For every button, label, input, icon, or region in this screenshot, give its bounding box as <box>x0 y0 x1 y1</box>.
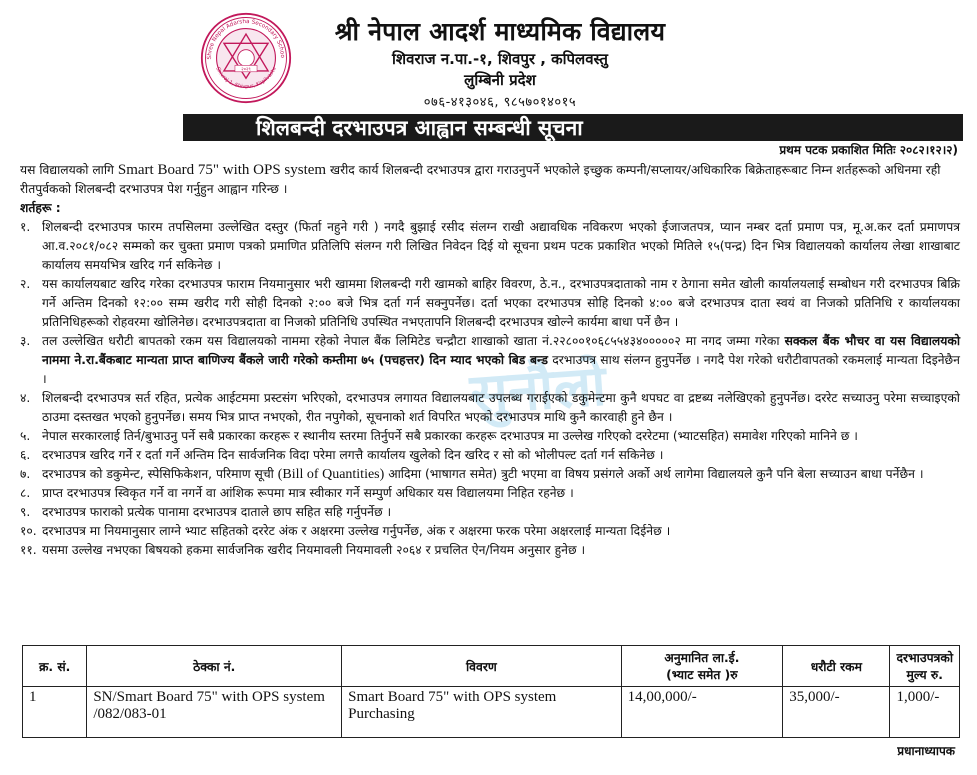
header-estimate-line1: अनुमानित ला.ई. <box>664 651 740 665</box>
term-text: यस कार्यालयबाट खरिद गरेका दरभाउपत्र फाराम नियमानुसार भरी खाममा शिलबन्दी गरी खामको बाहिर विवरण, ठे.न., दरभाउपत्रदाताको नाम र ठेगाना समेत खोली कार्यालयलाई सम्बोधन गरी दरभाउपत्र बिक्रि गर्ने अन्तिम दिनको १२:०० सम्म खरीद गरी सोही दिनको २:०० बजे भित्र दर्ता गर्न सक्नुपर्नेछ। दर्ता भएका दरभाउपत्र सोहि दिनको ४:०० बजे दरभाउपत्र दाता स्वयं वा निजको प्रतिनिधि र कार्यालयका प्रतिनिधिहरूको रोहवरमा खोलिनेछ। दरभाउपत्रदाता वा निजको प्रतिनिधि उपस्थित नभएतापनि शिलबन्दी दरभाउपत्र खोल्ने कार्यमा बाधा पर्ने छैन । <box>42 277 960 329</box>
header-estimate <box>621 646 783 687</box>
cell-estimate: 14,00,000/- <box>621 687 783 738</box>
term-item <box>20 427 960 446</box>
notice-body <box>20 161 960 560</box>
term-number: १. <box>20 220 31 234</box>
term-number: ५. <box>20 429 31 443</box>
intro-text-2: खरीद कार्य शिलबन्दी दरभाउपत्र द्वारा गराउनुपर्ने भएकोले इच्छुक कम्पनी/सप्लायर/अधिकारिक बिक्रेताहरूबाट निम्न शर्तहरूको अधिनमा रही रीतपुर्वकको शिलबन्दी दरभाउपत्र पेश गर्नुहुन आह्वान गरिन्छ । <box>20 163 941 196</box>
term-item <box>20 332 960 389</box>
cell-sn: 1 <box>23 687 87 738</box>
header-contract: ठेक्का नं. <box>87 646 342 687</box>
term-text-part: दरभाउपत्र को डकुमेन्ट, स्पेसिफिकेशन, परिमाण सूची <box>42 467 274 481</box>
term-item <box>20 446 960 465</box>
term-item <box>20 389 960 427</box>
term-text: नेपाल सरकारलाई तिर्न/बुभाउनु पर्ने सबै प्रकारका करहरू र स्थानीय स्तरमा तिर्नुपर्ने सबै प्रकारका करहरू दरभाउपत्र मा उल्लेख गरिएको दररेटमा (भ्याटसहित) समावेश गरिएको मानिने छ । <box>42 429 858 443</box>
term-text: दरभाउपत्र मा नियमानुसार लाग्ने भ्याट सहितको दररेट अंक र अक्षरमा उल्लेख गर्नुपर्नेछ, अंक र अक्षरमा फरक परेमा अक्षरलाई मान्यता दिईनेछ । <box>42 524 671 538</box>
term-number: ४. <box>20 391 31 405</box>
header-deposit: धरौटी रकम <box>783 646 890 687</box>
school-name: श्री नेपाल आदर्श माध्यमिक विद्यालय <box>334 17 666 46</box>
terms-heading: शर्तहरू : <box>20 201 61 215</box>
intro-text-1: यस विद्यालयको लागि <box>20 163 114 177</box>
term-text-part: तल उल्लेखित धरौटी बापतको रकम यस विद्यालयको नाममा रहेको नेपाल बैंक लिमिटेड चन्द्रौटा शाखाको खाता नं.२२८००१०६८५५४३४०००००२ मा नगद जम्मा गरेका <box>42 334 780 348</box>
term-text: दरभाउपत्र खरिद गर्ने र दर्ता गर्ने अन्तिम दिन सार्वजनिक विदा परेमा लगत्तै कार्यालय खुलेको दिन खरिद र सो को भोलीपल्ट दर्ता गर्न सकिनेछ । <box>42 448 664 462</box>
term-item <box>20 275 960 332</box>
notice-title: शिलबन्दी दरभाउपत्र आह्वान सम्बन्धी सूचना <box>256 115 583 140</box>
seal-outer-text: Shree Nepal Adarsha Secondary Schoo <box>207 18 285 60</box>
header-price-line2: मुल्य रु. <box>906 668 943 682</box>
term-text: यसमा उल्लेख नभएका बिषयको हकमा सार्वजनिक खरीद नियमावली नियमावली २०६४ र प्रचलित ऐन/नियम अनुसार हुनेछ । <box>42 543 586 557</box>
seal-year: २०२९ <box>241 67 251 73</box>
term-text: प्राप्त दरभाउपत्र स्विकृत गर्ने वा नगर्ने वा आंशिक रूपमा मात्र स्वीकार गर्ने सम्पुर्ण अधिकार यस विद्यालयमा निहित रहनेछ । <box>42 486 574 500</box>
header-description: विवरण <box>342 646 621 687</box>
term-number: १०. <box>20 524 37 538</box>
tender-table <box>22 645 960 738</box>
term-number: ६. <box>20 448 31 462</box>
term-item <box>20 503 960 522</box>
header-price-line1: दरभाउपत्रको <box>896 651 953 665</box>
header-price <box>890 646 960 687</box>
term-text-part: आदिमा (भाषागत समेत) त्रुटी भएमा वा विषय प्रसंगले अर्को अर्थ लागेमा विद्यालयले कुनै पनि बेला सच्याउन बाधा पर्नेछैन । <box>388 467 924 481</box>
watermark: सुनौलो <box>468 353 609 428</box>
term-text <box>42 332 960 389</box>
seal-bottom-text: Shivraj-1, Shivpur, Kapilvastu <box>214 66 278 91</box>
cell-contract: SN/Smart Board 75" with OPS system /082/083-01 <box>87 687 342 738</box>
header-sn: क्र. सं. <box>23 646 87 687</box>
signature-label: प्रधानाध्यापक <box>897 744 955 758</box>
term-text <box>42 465 960 484</box>
notice-title-banner <box>183 114 963 141</box>
term-item <box>20 522 960 541</box>
header-estimate-line2: (भ्याट समेत )रु <box>666 668 738 682</box>
term-text: शिलबन्दी दरभाउपत्र फारम तपसिलमा उल्लेखित दस्तुर (फिर्ता नहुने गरी ) नगदै बुझाई रसीद संलग्न राखी अद्यावधिक नविकरण भएको ईजाजतपत्र, प्यान नम्बर दर्ता प्रमाण पत्र, मू.अ.कर दर्ता प्रमाणपत्र आ.व.२०८१/०८२ सम्मको कर चुक्ता प्रमाण पत्रको प्रमाणित प्रतिलिपि संलग्न गरी लिखित निवेदन दिई यो सूचना प्रथम पटक प्रकाशित भएको मितिले १५(पन्द्र) दिन भित्र विद्यालयको कार्यालय लेखा शाखाबाट कार्यालय समयभित्र खरिद गर्न सकिनेछ । <box>42 220 960 272</box>
intro-paragraph <box>20 161 960 199</box>
cell-description: Smart Board 75" with OPS system Purchasing <box>342 687 621 738</box>
school-province: लुम्बिनी प्रदेश <box>464 71 536 89</box>
cell-deposit: 35,000/- <box>783 687 890 738</box>
term-number: ३. <box>20 334 31 348</box>
term-text-bold: सक्कल बैंक भौचर वा यस विद्यालयको नाममा ने.रा.बैंकबाट मान्यता प्राप्त बाणिज्य बैंकले जारी गरेको कम्तीमा ७५ (पचहत्तर) दिन म्याद भएको बिड बन्ड <box>42 334 961 367</box>
term-text: दरभाउपत्र फाराको प्रत्येक पानामा दरभाउपत्र दाताले छाप सहित सहि गर्नुपर्नेछ । <box>42 505 392 519</box>
term-number: २. <box>20 277 31 291</box>
cell-price: 1,000/- <box>890 687 960 738</box>
term-item <box>20 541 960 560</box>
table-row <box>23 687 960 738</box>
published-date: प्रथम पटक प्रकाशित मितिः २०८२।१२।२) <box>779 143 958 157</box>
term-text-latin: (Bill of Quantities) <box>277 467 385 482</box>
term-item <box>20 484 960 503</box>
intro-item: Smart Board 75" with OPS system <box>117 162 327 178</box>
term-number: ९. <box>20 505 31 519</box>
term-item <box>20 218 960 275</box>
school-address: शिवराज न.पा.-१, शिवपुर , कपिलवस्तु <box>392 50 608 68</box>
term-text-part: दरभाउपत्र साथ संलग्न हुनुपर्नेछ । नगदै पेश गरेको धरौटीवापतको रकमलाई मान्यता दिइनेछैन । <box>42 353 960 386</box>
term-item <box>20 465 960 484</box>
term-number: ८. <box>20 486 31 500</box>
table-header-row <box>23 646 960 687</box>
term-number: ११. <box>20 543 37 557</box>
school-seal-logo <box>200 12 292 104</box>
school-phones: ०७६-४१३०४६, ९८५७०१४०१५ <box>423 95 577 110</box>
term-number: ७. <box>20 467 31 481</box>
term-text: शिलबन्दी दरभाउपत्र सर्त रहित, प्रत्येक आईटममा प्रस्टसंग भरिएको, दरभाउपत्र लगायत विद्यालयबाट उपलब्ध गराईएको डकुमेन्टमा कुनै थपघट वा द्रष्टब्य नलेखिएको हुनुपर्नेछ। दररेट सच्याउनु परेमा सच्चाइएको ठाउमा दस्तखत भएको हुनुपर्नेछ। समय भित्र प्राप्त नभएको, रीत नपुगेको, सूचनाको शर्त विपरित भएको दरभाउपत्र माथि कुनै कारवाही हुने छैन । <box>42 391 960 424</box>
